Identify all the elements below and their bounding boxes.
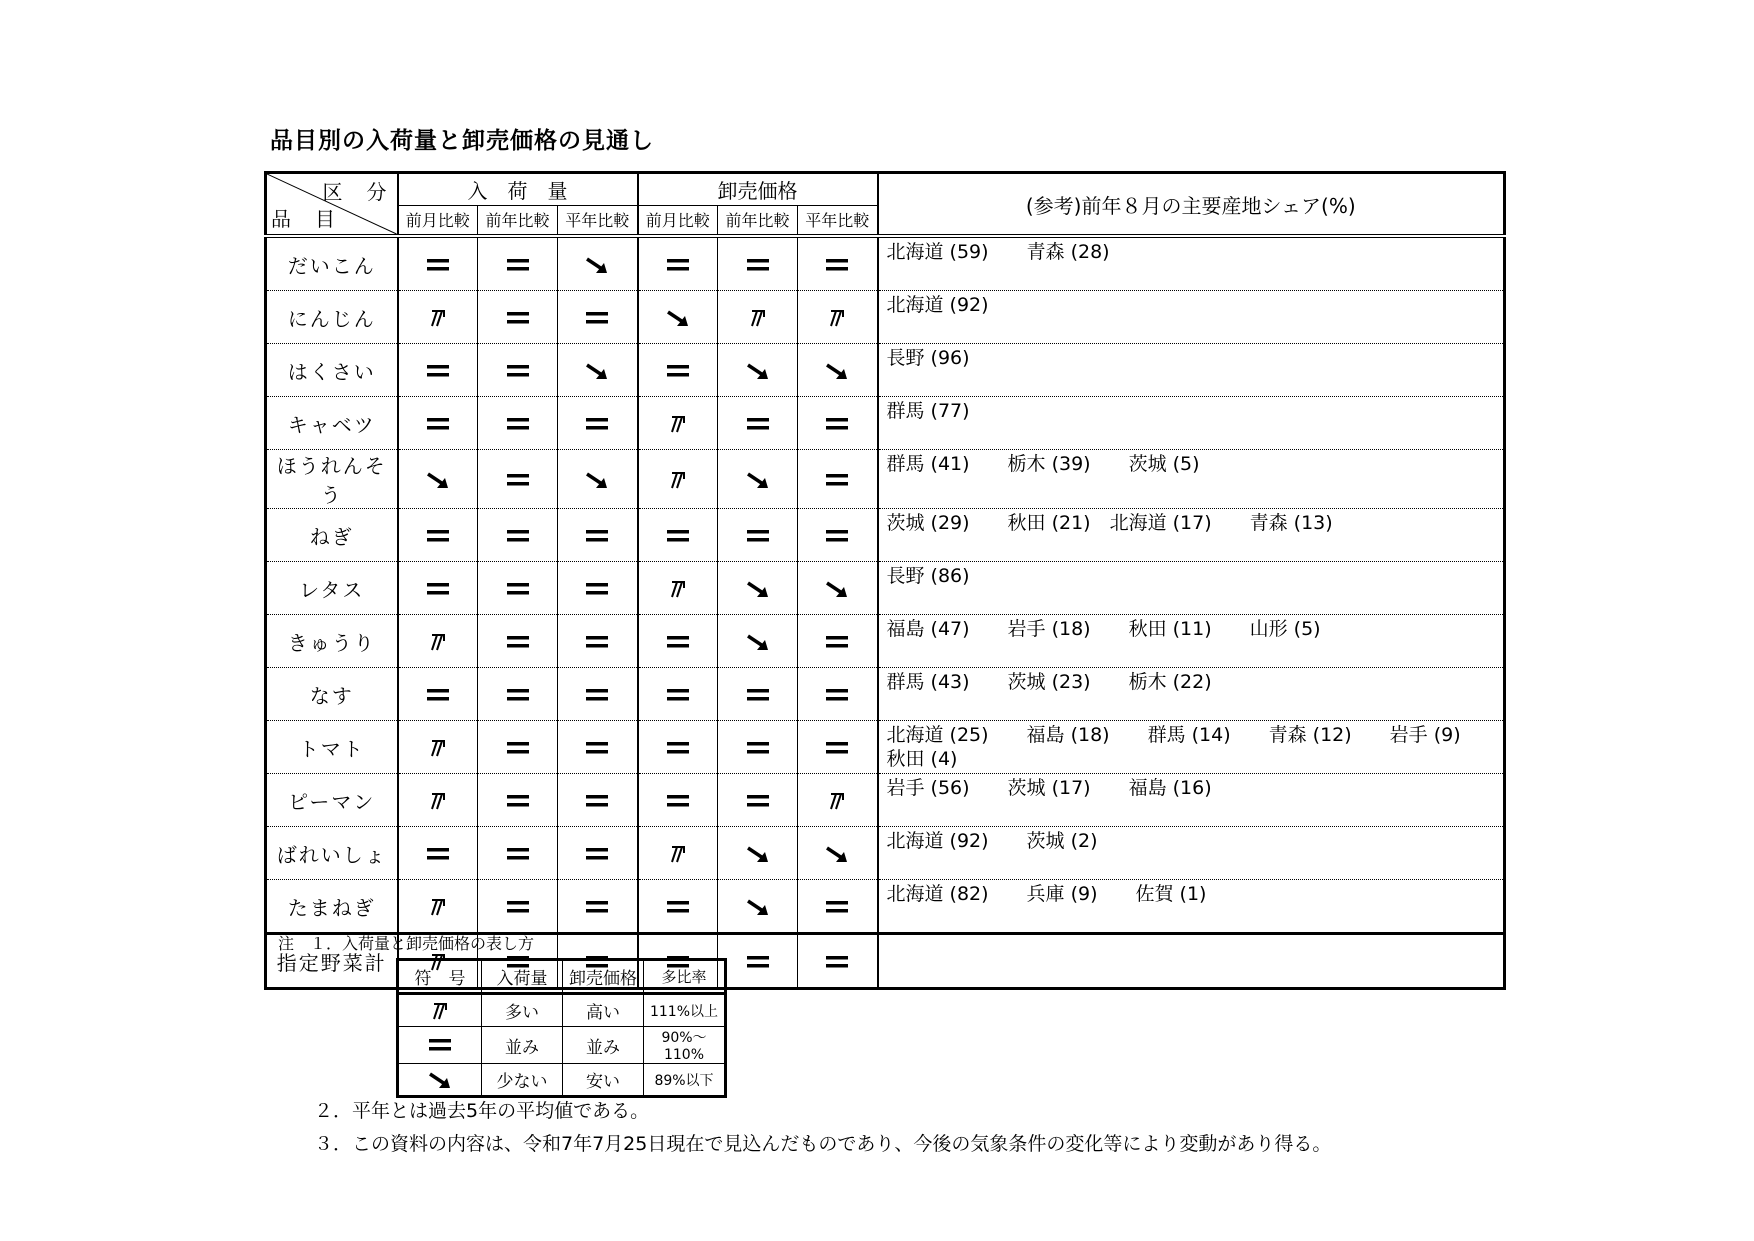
share-cell: 北海道 (25) 福島 (18) 群馬 (14) 青森 (12) 岩手 (9) 秋田 (4) [878,721,1505,774]
note-1: 注 １．入荷量と卸売価格の表し方 [278,934,535,953]
corner-header-cell [266,173,398,237]
symbol-cell [478,721,558,774]
up-arrow-icon [426,1000,454,1022]
symbol-cell [558,450,638,509]
symbol-cell [798,721,878,774]
price-group-header: 卸売価格 [638,173,878,206]
page-title: 品目別の入荷量と卸売価格の見通し [270,128,654,154]
down-arrow-icon [583,360,611,382]
share-cell: 北海道 (92) [878,291,1505,344]
equal-symbol-icon [583,737,611,759]
symbol-cell [718,397,798,450]
symbol-cell [558,236,638,291]
legend-rate: 90%～110% [644,1027,726,1064]
equal-symbol-icon [504,578,532,600]
up-arrow-icon [424,307,452,329]
kubun-label: 区 分 [322,180,389,204]
equal-symbol-icon [583,307,611,329]
equal-symbol-icon [424,360,452,382]
symbol-cell [718,509,798,562]
equal-symbol-icon [744,790,772,812]
symbol-cell [798,450,878,509]
symbol-cell [798,668,878,721]
symbol-cell [638,450,718,509]
table-row [266,344,1505,397]
symbol-cell [558,615,638,668]
equal-symbol-icon [504,254,532,276]
legend-header: 入荷量 [482,960,563,994]
legend-symbol-cell [398,1027,482,1064]
down-arrow-icon [744,896,772,918]
symbol-cell [558,291,638,344]
equal-symbol-icon [664,790,692,812]
up-arrow-icon [744,307,772,329]
down-arrow-icon [744,360,772,382]
symbol-cell [398,615,478,668]
item-label: ピーマン [266,774,398,827]
equal-symbol-icon [583,525,611,547]
symbol-cell [638,668,718,721]
legend-volume: 多い [482,994,563,1027]
subcol-header: 平年比較 [798,205,878,236]
share-cell: 群馬 (41) 栃木 (39) 茨城 (5) [878,450,1505,509]
equal-symbol-icon [823,469,851,491]
symbol-cell [798,615,878,668]
equal-symbol-icon [823,631,851,653]
item-label: ばれいしょ [266,827,398,880]
down-arrow-icon [744,469,772,491]
equal-symbol-icon [744,525,772,547]
symbol-cell [478,450,558,509]
equal-symbol-icon [583,790,611,812]
symbol-cell [478,562,558,615]
note-2: ２．平年とは過去5年の平均値である。 [314,1100,650,1122]
legend-price: 並み [563,1027,644,1064]
share-cell: 長野 (86) [878,562,1505,615]
symbol-cell [718,668,798,721]
symbol-cell [718,934,798,989]
down-arrow-icon [823,843,851,865]
up-arrow-icon [664,413,692,435]
table-row [266,827,1505,880]
equal-symbol-icon [664,896,692,918]
equal-symbol-icon [583,578,611,600]
equal-symbol-icon [424,843,452,865]
down-arrow-icon [664,307,692,329]
symbol-cell [718,562,798,615]
item-label: にんじん [266,291,398,344]
equal-symbol-icon [823,896,851,918]
item-label: ねぎ [266,509,398,562]
up-arrow-icon [424,790,452,812]
share-cell: 北海道 (82) 兵庫 (9) 佐賀 (1) [878,880,1505,934]
outlook-table [264,171,1506,990]
symbol-cell [638,721,718,774]
equal-symbol-icon [823,684,851,706]
symbol-cell [558,344,638,397]
symbol-cell [718,450,798,509]
symbol-cell [638,880,718,934]
equal-symbol-icon [424,413,452,435]
down-arrow-icon [744,578,772,600]
symbol-cell [398,827,478,880]
symbol-cell [478,236,558,291]
equal-symbol-icon [504,684,532,706]
item-label: トマト [266,721,398,774]
symbol-cell [398,450,478,509]
equal-symbol-icon [664,254,692,276]
symbol-cell [398,774,478,827]
down-arrow-icon [823,360,851,382]
up-arrow-icon [823,307,851,329]
symbol-cell [558,668,638,721]
item-label: キャベツ [266,397,398,450]
symbol-cell [798,291,878,344]
equal-symbol-icon [744,254,772,276]
legend-volume: 並み [482,1027,563,1064]
equal-symbol-icon [744,737,772,759]
symbol-cell [558,562,638,615]
share-cell [878,934,1505,989]
equal-symbol-icon [504,307,532,329]
item-label: なす [266,668,398,721]
subcol-header: 前月比較 [398,205,478,236]
legend-volume: 少ない [482,1064,563,1097]
down-arrow-icon [583,469,611,491]
legend-row [398,1064,726,1097]
symbol-cell [478,880,558,934]
symbol-cell [798,509,878,562]
legend-price: 安い [563,1064,644,1097]
equal-symbol-icon [664,631,692,653]
equal-symbol-icon [504,525,532,547]
symbol-cell [558,880,638,934]
item-label: きゅうり [266,615,398,668]
equal-symbol-icon [504,631,532,653]
table-row [266,236,1505,291]
symbol-cell [558,827,638,880]
equal-symbol-icon [823,951,851,973]
legend-header: 多比率 [644,960,726,994]
table-row [266,450,1505,509]
up-arrow-icon [424,631,452,653]
symbol-cell [638,774,718,827]
equal-symbol-icon [823,254,851,276]
table-row [266,397,1505,450]
equal-symbol-icon [424,525,452,547]
symbol-cell [558,721,638,774]
symbol-cell [558,509,638,562]
table-row [266,509,1505,562]
symbol-cell [398,291,478,344]
subcol-header: 前月比較 [638,205,718,236]
down-arrow-icon [823,578,851,600]
equal-symbol-icon [664,360,692,382]
symbol-cell [398,562,478,615]
equal-symbol-icon [823,737,851,759]
share-cell: 北海道 (92) 茨城 (2) [878,827,1505,880]
equal-symbol-icon [823,525,851,547]
symbol-cell [478,509,558,562]
symbol-cell [398,880,478,934]
symbol-cell [398,668,478,721]
equal-symbol-icon [426,1034,454,1056]
equal-symbol-icon [583,684,611,706]
equal-symbol-icon [744,684,772,706]
equal-symbol-icon [583,896,611,918]
up-arrow-icon [424,896,452,918]
equal-symbol-icon [504,737,532,759]
symbol-cell [798,397,878,450]
symbol-cell [638,827,718,880]
equal-symbol-icon [424,684,452,706]
symbol-cell [638,397,718,450]
equal-symbol-icon [504,790,532,812]
note-3: ３．この資料の内容は、令和7年7月25日現在で見込んだものであり、今後の気象条件の変化等により変動があり得る。 [314,1133,1332,1155]
share-cell: 群馬 (77) [878,397,1505,450]
item-label: はくさい [266,344,398,397]
symbol-cell [558,397,638,450]
reference-header: (参考)前年８月の主要産地シェア(%) [878,173,1505,237]
symbol-cell [638,615,718,668]
item-label: ほうれんそう [266,450,398,509]
table-body [266,236,1505,934]
down-arrow-icon [744,631,772,653]
share-cell: 北海道 (59) 青森 (28) [878,236,1505,291]
share-cell: 岩手 (56) 茨城 (17) 福島 (16) [878,774,1505,827]
hinmoku-label: 品 目 [271,207,337,231]
table-row [266,721,1505,774]
symbol-cell [398,397,478,450]
legend-header: 符 号 [398,960,482,994]
equal-symbol-icon [744,413,772,435]
symbol-cell [798,344,878,397]
legend-table [396,958,727,1098]
symbol-cell [718,774,798,827]
equal-symbol-icon [583,843,611,865]
legend-header: 卸売価格 [563,960,644,994]
table-row [266,668,1505,721]
symbol-cell [718,827,798,880]
symbol-cell [398,721,478,774]
up-arrow-icon [664,843,692,865]
symbol-cell [718,615,798,668]
equal-symbol-icon [424,254,452,276]
legend-row [398,994,726,1027]
symbol-cell [798,774,878,827]
legend-price: 高い [563,994,644,1027]
equal-symbol-icon [583,413,611,435]
down-arrow-icon [583,254,611,276]
legend-row [398,1027,726,1064]
total-item-label: 指定野菜計 [266,934,398,989]
symbol-cell [718,236,798,291]
equal-symbol-icon [823,413,851,435]
table-row [266,880,1505,934]
table-row [266,774,1505,827]
symbol-cell [638,291,718,344]
symbol-cell [798,880,878,934]
symbol-cell [478,668,558,721]
equal-symbol-icon [744,951,772,973]
symbol-cell [718,291,798,344]
legend-symbol-cell [398,1064,482,1097]
symbol-cell [798,827,878,880]
subcol-header: 前年比較 [478,205,558,236]
symbol-cell [558,774,638,827]
symbol-cell [398,509,478,562]
symbol-cell [478,344,558,397]
item-label: レタス [266,562,398,615]
symbol-cell [638,236,718,291]
item-label: だいこん [266,236,398,291]
share-cell: 福島 (47) 岩手 (18) 秋田 (11) 山形 (5) [878,615,1505,668]
subcol-header: 前年比較 [718,205,798,236]
equal-symbol-icon [664,525,692,547]
share-cell: 茨城 (29) 秋田 (21) 北海道 (17) 青森 (13) [878,509,1505,562]
table-row [266,291,1505,344]
symbol-cell [478,615,558,668]
legend-rate: 89%以下 [644,1064,726,1097]
equal-symbol-icon [504,469,532,491]
equal-symbol-icon [504,843,532,865]
share-cell: 群馬 (43) 茨城 (23) 栃木 (22) [878,668,1505,721]
down-arrow-icon [426,1069,454,1091]
item-label: たまねぎ [266,880,398,934]
legend-symbol-cell [398,994,482,1027]
symbol-cell [638,344,718,397]
subcol-header: 平年比較 [558,205,638,236]
equal-symbol-icon [583,631,611,653]
symbol-cell [718,721,798,774]
equal-symbol-icon [504,896,532,918]
symbol-cell [638,562,718,615]
up-arrow-icon [823,790,851,812]
symbol-cell [478,291,558,344]
legend-body [398,994,726,1097]
symbol-cell [798,562,878,615]
equal-symbol-icon [504,413,532,435]
symbol-cell [798,236,878,291]
down-arrow-icon [424,469,452,491]
up-arrow-icon [664,469,692,491]
equal-symbol-icon [664,737,692,759]
up-arrow-icon [424,737,452,759]
symbol-cell [638,509,718,562]
volume-group-header: 入 荷 量 [398,173,638,206]
symbol-cell [478,397,558,450]
down-arrow-icon [744,843,772,865]
equal-symbol-icon [664,684,692,706]
symbol-cell [798,934,878,989]
symbol-cell [718,880,798,934]
symbol-cell [478,827,558,880]
up-arrow-icon [664,578,692,600]
symbol-cell [718,344,798,397]
table-row [266,562,1505,615]
symbol-cell [398,344,478,397]
share-cell: 長野 (96) [878,344,1505,397]
table-row [266,615,1505,668]
symbol-cell [478,774,558,827]
legend-rate: 111%以上 [644,994,726,1027]
equal-symbol-icon [424,578,452,600]
equal-symbol-icon [504,360,532,382]
symbol-cell [398,236,478,291]
